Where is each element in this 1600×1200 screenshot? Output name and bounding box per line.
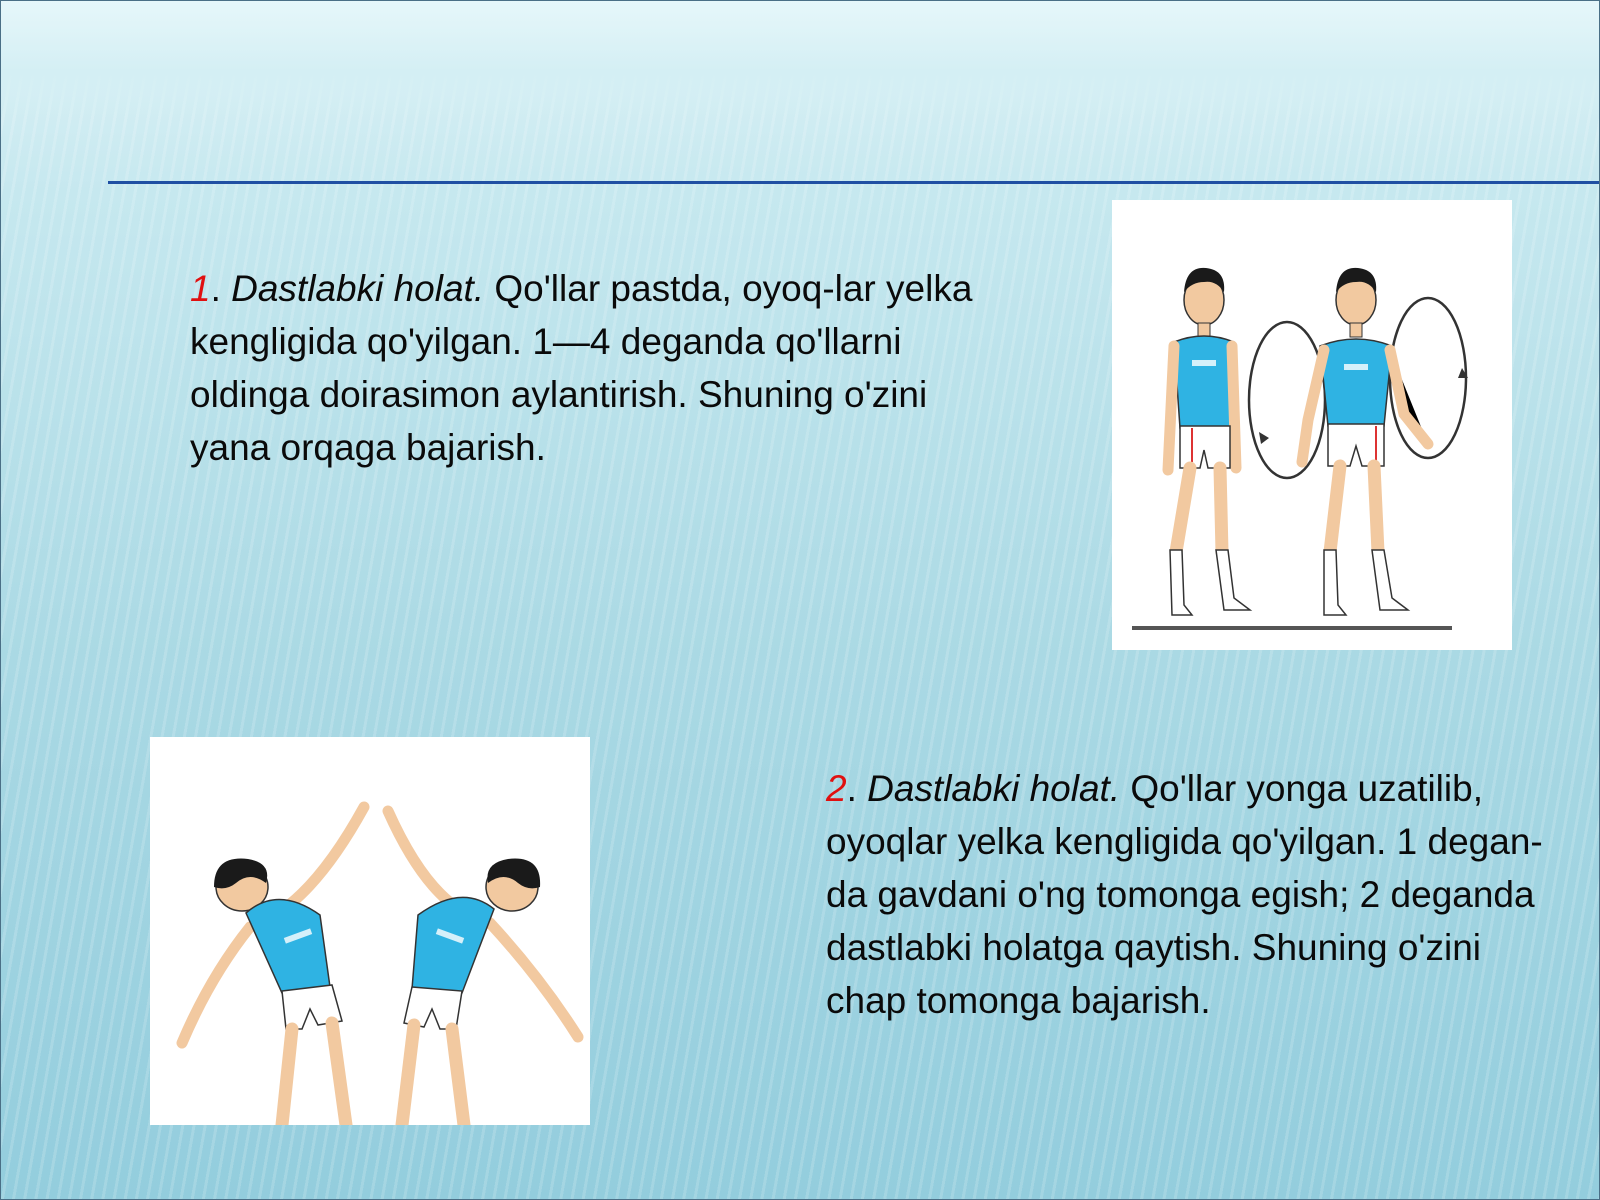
- exercise-1-separator: .: [210, 268, 221, 309]
- exercise-2-body: Qo'llar yonga uzatilib, oyoqlar yelka kengligida qo'yilgan. 1 degan- da gavdani o'ng tomonga egish; 2 deganda dastlabki holatga qaytish. Shuning o'zini chap tomonga bajarish.: [826, 768, 1543, 1021]
- exercise-2-title: Dastlabki holat.: [856, 768, 1121, 809]
- exercise-1-title: Dastlabki holat.: [220, 268, 485, 309]
- exercise-1-body: Qo'llar pastda, oyoq-lar yelka kengligida qo'yilgan. 1—4 deganda qo'llarni oldinga doirasimon aylantirish. Shuning o'zini yana orqaga bajarish.: [190, 268, 973, 468]
- exercise-2-number: 2: [826, 768, 847, 809]
- exercise-2-separator: .: [846, 768, 857, 809]
- exercise-1-number: 1: [190, 268, 211, 309]
